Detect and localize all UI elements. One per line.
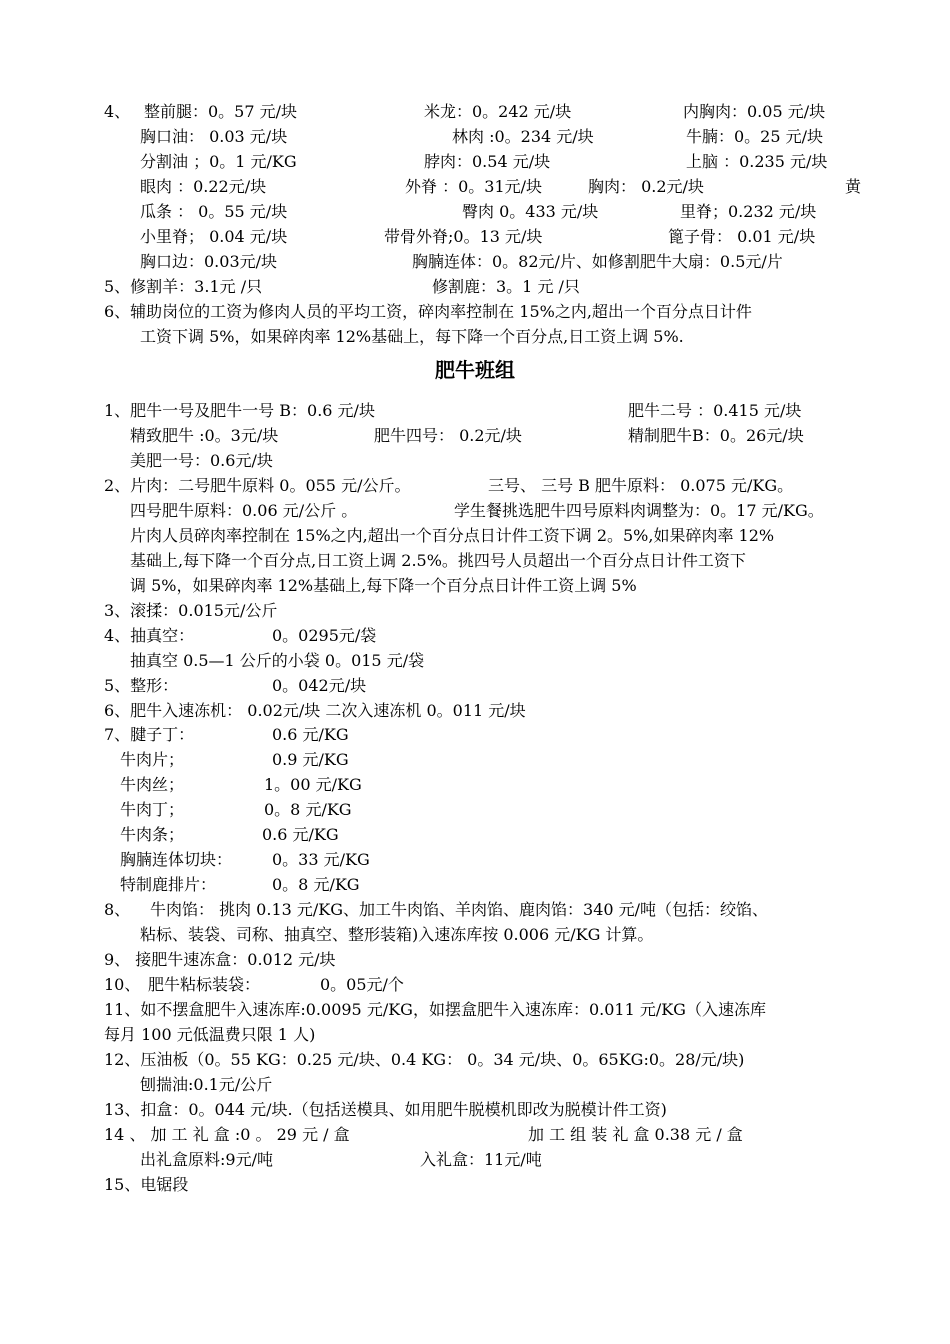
s12-a: 5、整形： [104,676,179,695]
s4-a: 2、片肉：二号肥牛原料 0。055 元/公斤。 [104,476,411,495]
s25: 11、如不摆盒肥牛入速冻库:0.0095 元/KG，如摆盒肥牛入速冻库：0.011 元/KG（入速冻库 [104,1000,766,1019]
item-eye: 眼肉 ：0.22元/块 [140,177,267,196]
s20-a: 特制鹿排片： [120,875,217,894]
item-breast-meat: 胸肉： 0.2元/块 [588,177,704,196]
s24-b: 肥牛粘标装袋： [148,975,261,994]
s26: 每月 100 元低温费只限 1 人) [104,1025,316,1044]
s5-a: 四号肥牛原料：0.06 元/公斤 。 [130,501,358,520]
s27: 12、压油板（0。55 KG：0.25 元/块、0.4 KG： 0。34 元/块、0。65KG:0。28/元/块) [104,1050,745,1069]
item-melon: 瓜条 ： 0。55 元/块 [140,202,288,221]
s1-a: 1、肥牛一号及肥牛一号 B：0.6 元/块 [104,401,375,420]
item-striploin: 外脊 ：0。31元/块 [405,177,543,196]
s31-b: 入礼盒：11元/吨 [420,1150,542,1169]
s1-b: 肥牛二号 ：0.415 元/块 [628,401,802,420]
item-5-deer: 修割鹿：3。1 元 /只 [432,277,580,296]
item-5-lamb: 5、修割羊：3.1元 /只 [104,277,263,296]
s14-a: 7、腱子丁： [104,725,195,744]
s3: 美肥一号：0.6元/块 [130,451,273,470]
s17-b: 0。8 元/KG [264,800,352,819]
s24-a: 10、 [104,975,141,994]
item-lin-meat: 林肉 :0。234 元/块 [452,127,594,146]
item-bone-striploin: 带骨外脊;0。13 元/块 [384,227,543,246]
s30-a: 14 、 加 工 礼 盒 :0 。 29 元 / 盒 [104,1125,350,1144]
s23: 9、 接肥牛速冻盒：0.012 元/块 [104,950,336,969]
s11: 抽真空 0.5—1 公斤的小袋 0。015 元/袋 [130,651,425,670]
s22: 粘标、装袋、司称、抽真空、整形装箱)入速冻库按 0.006 元/KG 计算。 [140,925,654,944]
s21-a: 8、 [104,900,131,919]
s10-a: 4、抽真空： [104,626,195,645]
s28: 刨揣油:0.1元/公斤 [140,1075,273,1094]
s24-c: 0。05元/个 [320,975,404,994]
item-tenderloin: 里脊；0.232 元/块 [680,202,817,221]
item-neck: 脖肉：0.54 元/块 [424,152,551,171]
s18-a: 牛肉条； [120,825,185,844]
s10-b: 0。0295元/袋 [272,626,377,645]
item-cut-oil: 分割油 ；0。1 元/KG [140,152,297,171]
s7: 基础上,每下降一个百分点,日工资上调 2.5%。挑四号人员超出一个百分点日计件工资下 [130,551,746,570]
s13: 6、肥牛入速冻机： 0.02元/块 二次入速冻机 0。011 元/块 [104,701,526,720]
s17-a: 牛肉丁； [120,800,185,819]
item-small-tenderloin: 小里脊； 0.04 元/块 [140,227,288,246]
s15-b: 0.9 元/KG [272,750,349,769]
s21-b: 牛肉馅： 挑肉 0.13 元/KG、加工牛肉馅、羊肉馅、鹿肉馅：340 元/吨（包括：绞馅、 [150,900,769,919]
item-inner-breast: 内胸肉：0.05 元/块 [683,102,826,121]
section-title: 肥牛班组 [435,358,515,382]
item-breast-oil: 胸口油： 0.03 元/块 [140,127,288,146]
s2-b: 肥牛四号： 0.2元/块 [374,426,522,445]
s4-b: 三号、 三号 B 肥牛原料： 0.075 元/KG。 [488,476,794,495]
item-front-leg: 整前腿：0。57 元/块 [144,102,298,121]
s6: 片肉人员碎肉率控制在 15%之内,超出一个百分点日计件工资下调 2。5%,如果碎肉率 12% [130,526,775,545]
s18-b: 0.6 元/KG [262,825,339,844]
s16-a: 牛肉丝； [120,775,185,794]
s32: 15、电锯段 [104,1175,189,1194]
s5-b: 学生餐挑选肥牛四号原料肉调整为：0。17 元/KG。 [454,501,824,520]
s15-a: 牛肉片； [120,750,185,769]
item-brisket-combo: 胸腩连体：0。82元/片、如修割肥牛大扇：0.5元/片 [412,252,783,271]
s8: 调 5%，如果碎肉率 12%基础上,每下降一个百分点日计件工资上调 5% [130,576,637,595]
s19-b: 0。33 元/KG [272,850,370,869]
s20-b: 0。8 元/KG [272,875,360,894]
item-rump: 臀肉 0。433 元/块 [462,202,599,221]
item-brisket: 牛腩：0。25 元/块 [686,127,824,146]
s2-c: 精制肥牛B：0。26元/块 [628,426,804,445]
s2-a: 精致肥牛 :0。3元/块 [130,426,279,445]
s29: 13、扣盒：0。044 元/块.（包括送模具、如用肥牛脱模机即改为脱模计件工资) [104,1100,667,1119]
s19-a: 胸腩连体切块： [120,850,233,869]
s9: 3、滚揉：0.015元/公斤 [104,601,278,620]
s12-b: 0。042元/块 [272,676,367,695]
item-breast-edge: 胸口边：0.03元/块 [140,252,278,271]
s31-a: 出礼盒原料:9元/吨 [140,1150,273,1169]
item-6-line1: 6、辅助岗位的工资为修肉人员的平均工资，碎肉率控制在 15%之内,超出一个百分点日计件 [104,302,752,321]
item-milong: 米龙：0。242 元/块 [424,102,572,121]
item-4-num: 4、 [104,102,131,121]
s16-b: 1。00 元/KG [264,775,362,794]
item-chuck: 上脑 ：0.235 元/块 [686,152,828,171]
s30-b: 加 工 组 装 礼 盒 0.38 元 / 盒 [528,1125,743,1144]
item-huang: 黄 [845,177,862,196]
item-comb-bone: 篦子骨： 0.01 元/块 [668,227,816,246]
s14-b: 0.6 元/KG [272,725,349,744]
item-6-line2: 工资下调 5%，如果碎肉率 12%基础上，每下降一个百分点,日工资上调 5%. [140,327,684,346]
